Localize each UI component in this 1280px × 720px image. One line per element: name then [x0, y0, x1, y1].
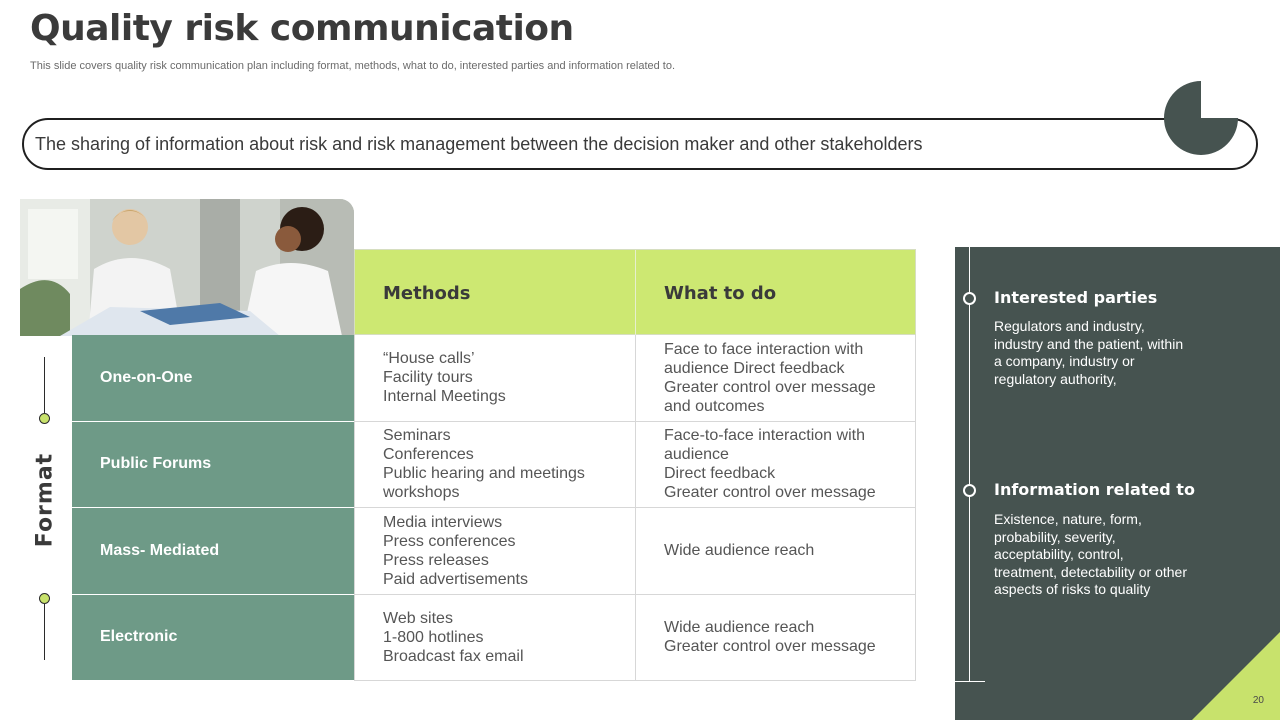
what-to-do-line: Face-to-face interaction with: [664, 427, 865, 445]
what-to-do-cell: [635, 508, 916, 595]
interested-line: Regulators and industry,: [994, 318, 1145, 334]
interested-parties-title: Interested parties: [994, 288, 1158, 307]
table-row: [72, 422, 916, 509]
what-to-do-line: Face to face interaction with: [664, 340, 864, 358]
information-line: Existence, nature, form,: [994, 511, 1142, 527]
what-to-do-cell: [635, 422, 916, 509]
information-line: probability, severity,: [994, 528, 1116, 545]
interested-line: a company, industry or: [994, 353, 1135, 369]
methods-line: Media interviews: [383, 513, 503, 531]
rail-dot-bottom: [39, 593, 50, 604]
photo-illustration: [20, 199, 354, 336]
panel-dot-information: [963, 484, 976, 497]
information-related-title: Information related to: [994, 480, 1195, 499]
pie-chart-icon: [1164, 81, 1238, 155]
interested-line: industry and the patient, within: [994, 335, 1184, 352]
page-subtitle: This slide covers quality risk communication plan including format, methods, what to do, interested parties and information related to.: [30, 60, 676, 72]
methods-line: 1-800 hotlines: [383, 628, 484, 646]
format-cell: One-on-One: [72, 335, 354, 422]
interested-line: regulatory authority,: [994, 370, 1117, 387]
what-to-do-line: Greater control over message: [664, 378, 876, 396]
methods-cell: [354, 508, 635, 595]
methods-line: Press releases: [383, 551, 489, 569]
what-to-do-line: and outcomes: [664, 397, 765, 415]
rail-line-top: [44, 357, 45, 413]
methods-line: Paid advertisements: [383, 570, 528, 588]
column-header-methods: Methods: [355, 250, 636, 336]
format-cell: Electronic: [72, 595, 354, 682]
methods-cell: [354, 595, 635, 682]
methods-cell: [354, 422, 635, 509]
table-body: [72, 335, 916, 681]
methods-line: Press conferences: [383, 532, 516, 550]
what-to-do-line: audience: [664, 446, 729, 464]
side-panel: [955, 247, 1280, 720]
page-title: Quality risk communication: [30, 8, 574, 49]
panel-timeline-foot: [955, 681, 985, 682]
information-related-body: [994, 511, 1204, 599]
methods-cell: [354, 335, 635, 422]
page-number: 20: [1252, 695, 1264, 706]
what-to-do-cell: [635, 335, 916, 422]
what-to-do-line: Greater control over message: [664, 638, 876, 656]
format-cell: Public Forums: [72, 422, 354, 509]
methods-line: Web sites: [383, 609, 453, 627]
methods-line: Broadcast fax email: [383, 647, 524, 665]
rail-dot-top: [39, 413, 50, 424]
table-row: [72, 595, 916, 682]
format-cell: Mass- Mediated: [72, 508, 354, 595]
information-line: acceptability, control,: [994, 546, 1124, 562]
table-row: [72, 508, 916, 595]
what-to-do-line: Greater control over message: [664, 484, 876, 502]
rail-line-bottom: [44, 604, 45, 660]
interested-parties-body: [994, 318, 1204, 388]
column-header-what-to-do: What to do: [664, 282, 777, 304]
definition-text: The sharing of information about risk and risk management between the decision maker and other stakeholders: [35, 134, 923, 154]
table-header: [354, 249, 916, 335]
what-to-do-cell: [635, 595, 916, 682]
table-row: [72, 335, 916, 422]
what-to-do-line: Direct feedback: [664, 465, 776, 483]
methods-line: Seminars: [383, 427, 451, 445]
information-line: aspects of risks to quality: [994, 581, 1151, 597]
corner-accent-triangle: [1192, 632, 1280, 720]
information-line: treatment, detectability or other: [994, 563, 1187, 580]
methods-line: “House calls’: [383, 350, 475, 368]
methods-line: workshops: [383, 484, 460, 502]
what-to-do-line: Wide audience reach: [664, 542, 815, 560]
definition-box: [22, 118, 1258, 170]
panel-dot-interested: [963, 292, 976, 305]
what-to-do-line: Wide audience reach: [664, 619, 815, 637]
format-label: Format: [32, 452, 58, 548]
panel-timeline-line: [969, 247, 970, 682]
methods-line: Conferences: [383, 446, 474, 464]
methods-line: Internal Meetings: [383, 388, 506, 406]
methods-line: Facility tours: [383, 369, 473, 387]
methods-line: Public hearing and meetings: [383, 465, 585, 483]
business-meeting-photo: [20, 199, 354, 336]
what-to-do-line: audience Direct feedback: [664, 359, 845, 377]
